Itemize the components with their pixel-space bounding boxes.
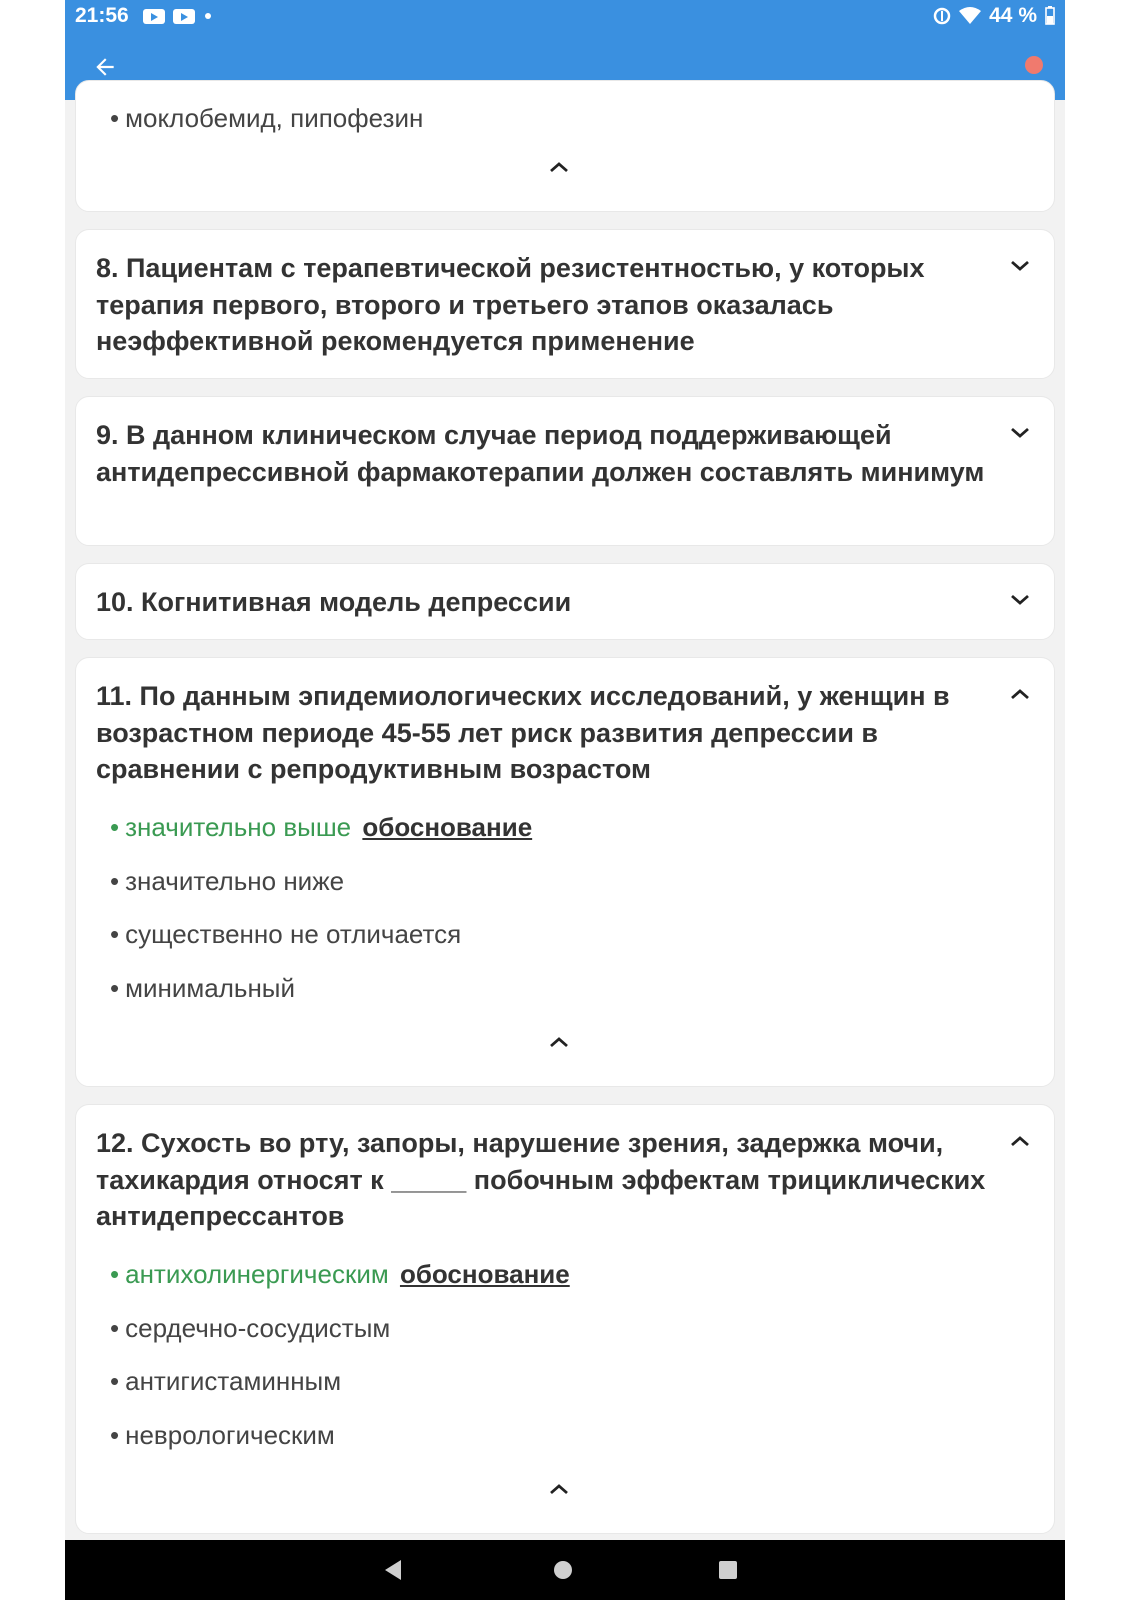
collapse-button[interactable] bbox=[544, 155, 574, 179]
rationale-link[interactable]: обоснование bbox=[399, 1259, 570, 1289]
system-nav-bar bbox=[65, 1540, 1065, 1600]
chevron-down-icon bbox=[1010, 427, 1030, 439]
question-card-partial bbox=[75, 80, 1055, 212]
collapse-question-button[interactable] bbox=[1008, 682, 1032, 706]
expand-button[interactable] bbox=[1008, 588, 1032, 612]
question-card-11[interactable] bbox=[75, 657, 1055, 1087]
answer-item-correct[interactable]: • значительно выше обоснование bbox=[110, 812, 533, 842]
question-title: 12. Сухость во рту, запоры, нарушение зрения, задержка мочи, тахикардия относят к _____ побочным эффектам трициклических антидепрессантов bbox=[96, 1128, 986, 1231]
record-indicator-dot bbox=[1025, 56, 1043, 74]
question-card-12[interactable] bbox=[75, 1104, 1055, 1534]
chevron-up-icon bbox=[1010, 688, 1030, 700]
answer-list bbox=[110, 101, 423, 155]
answer-text: значительно выше bbox=[125, 812, 352, 842]
expand-button[interactable] bbox=[1008, 254, 1032, 278]
nav-home-icon[interactable] bbox=[554, 1561, 572, 1579]
youtube-notification-icon bbox=[143, 9, 165, 24]
answer-item[interactable]: • сердечно-сосудистым bbox=[110, 1312, 391, 1343]
question-card-8[interactable] bbox=[75, 229, 1055, 379]
rationale-link[interactable]: обоснование bbox=[362, 812, 533, 842]
status-bar bbox=[65, 0, 1065, 32]
answer-text: антихолинергическим bbox=[125, 1259, 389, 1289]
collapse-button[interactable] bbox=[544, 1030, 574, 1054]
chevron-down-icon bbox=[1010, 594, 1030, 606]
more-notifications-dot-icon bbox=[205, 13, 211, 19]
youtube-notification-icon-2 bbox=[173, 9, 195, 24]
battery-icon bbox=[1045, 6, 1055, 26]
data-saver-icon bbox=[933, 7, 951, 25]
arrow-left-icon bbox=[92, 54, 118, 80]
answer-list bbox=[110, 1257, 570, 1471]
status-time: 21:56 bbox=[75, 4, 129, 27]
answer-item[interactable]: • антигистаминным bbox=[110, 1366, 342, 1396]
question-title: 10. Когнитивная модель депрессии bbox=[96, 587, 572, 617]
question-title: 8. Пациентам с терапевтической резистентностью, у которых терапия первого, второго и третьего этапов оказалась неэффективной рекомендуется применение bbox=[96, 253, 925, 356]
answer-item[interactable]: • моклобемид, пипофезин bbox=[110, 103, 424, 133]
collapse-question-button[interactable] bbox=[1008, 1129, 1032, 1153]
question-card-9[interactable] bbox=[75, 396, 1055, 546]
question-title: 9. В данном клиническом случае период поддерживающей антидепрессивной фармакотерапии должен составлять минимум bbox=[96, 420, 985, 487]
question-card-10[interactable] bbox=[75, 563, 1055, 640]
answer-item[interactable]: • значительно ниже bbox=[110, 865, 345, 896]
device-screen bbox=[65, 0, 1065, 1600]
answer-item[interactable]: • неврологическим bbox=[110, 1419, 335, 1450]
answer-list bbox=[110, 810, 532, 1024]
chevron-down-icon bbox=[1010, 260, 1030, 272]
nav-back-icon[interactable] bbox=[383, 1559, 403, 1581]
chevron-up-icon bbox=[549, 1483, 569, 1495]
battery-percent: 44 % bbox=[989, 4, 1037, 27]
answer-item[interactable]: • минимальный bbox=[110, 972, 296, 1003]
expand-button[interactable] bbox=[1008, 421, 1032, 445]
wifi-icon bbox=[959, 7, 981, 25]
chevron-up-icon bbox=[1010, 1135, 1030, 1147]
status-right bbox=[933, 4, 1055, 28]
chevron-up-icon bbox=[549, 161, 569, 173]
chevron-up-icon bbox=[549, 1036, 569, 1048]
collapse-button[interactable] bbox=[544, 1477, 574, 1501]
nav-recents-icon[interactable] bbox=[719, 1561, 737, 1579]
answer-item-correct[interactable]: • антихолинергическим обоснование bbox=[110, 1259, 570, 1289]
answer-item[interactable]: • существенно не отличается bbox=[110, 919, 462, 949]
question-title: 11. По данным эпидемиологических исследований, у женщин в возрастном периоде 45-55 лет риск развития депрессии в сравнении с репродуктивным возрастом bbox=[96, 681, 950, 784]
